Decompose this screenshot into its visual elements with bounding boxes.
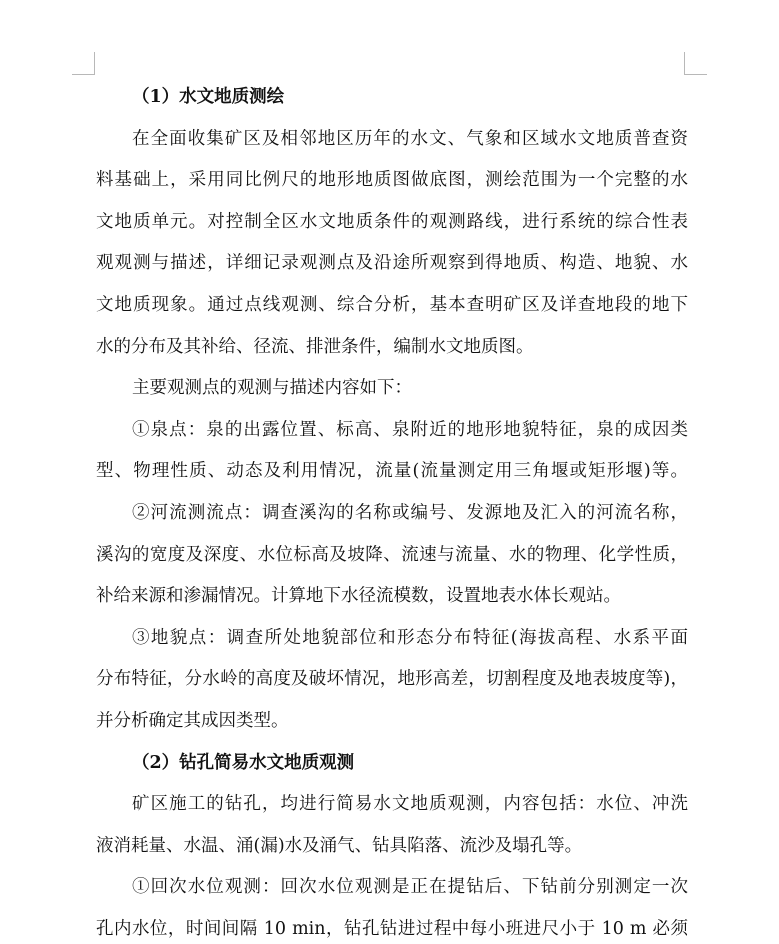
section-heading-1: （1）水文地质测绘 (132, 87, 285, 107)
paragraph-line: 溪沟的宽度及深度、水位标高及坡降、流速与流量、水的物理、化学性质， (96, 544, 688, 565)
crop-mark-top-right (684, 52, 707, 75)
paragraph-line: 观观测与描述，详细记录观测点及沿途所观察到得地质、构造、地貌、水 (96, 253, 688, 274)
paragraph-line: ③地貌点：调查所处地貌部位和形态分布特征(海拔高程、水系平面 (132, 627, 688, 648)
paragraph-line: 水的分布及其补给、径流、排泄条件，编制水文地质图。 (96, 336, 534, 357)
paragraph-line: ①泉点：泉的出露位置、标高、泉附近的地形地貌特征，泉的成因类 (132, 419, 688, 440)
paragraph-line: 在全面收集矿区及相邻地区历年的水文、气象和区域水文地质普查资 (132, 128, 688, 149)
crop-mark-top-left (72, 52, 95, 75)
paragraph-line: 矿区施工的钻孔，均进行简易水文地质观测，内容包括：水位、冲洗 (132, 794, 688, 815)
section-heading-2: （2）钻孔简易水文地质观测 (132, 752, 355, 773)
paragraph-line: 型、物理性质、动态及利用情况，流量(流量测定用三角堰或矩形堰)等。 (96, 461, 688, 482)
paragraph-line: 料基础上，采用同比例尺的地形地质图做底图，测绘范围为一个完整的水 (96, 170, 688, 191)
paragraph-line: 文地质单元。对控制全区水文地质条件的观测路线，进行系统的综合性表 (96, 211, 688, 232)
paragraph-line: 并分析确定其成因类型。 (96, 710, 289, 731)
paragraph-line: 主要观测点的观测与描述内容如下： (132, 378, 412, 399)
paragraph-line: ②河流测流点：调查溪沟的名称或编号、发源地及汇入的河流名称， (132, 502, 688, 523)
paragraph-line: 补给来源和渗漏情况。计算地下水径流模数，设置地表水体长观站。 (96, 586, 621, 607)
paragraph-line: 液消耗量、水温、涌(漏)水及涌气、钻具陷落、流沙及塌孔等。 (96, 835, 583, 856)
paragraph-line: 文地质现象。通过点线观测、综合分析，基本查明矿区及详查地段的地下 (96, 294, 688, 315)
paragraph-line: ①回次水位观测：回次水位观测是正在提钻后、下钻前分别测定一次 (132, 877, 688, 898)
paragraph-line: 孔内水位，时间间隔 10 min，钻孔钻进过程中每小班进尺小于 10 m 必须 (96, 918, 688, 939)
document-body (96, 77, 688, 944)
paragraph-line: 分布特征，分水岭的高度及破坏情况，地形高差，切割程度及地表坡度等)， (96, 669, 688, 690)
